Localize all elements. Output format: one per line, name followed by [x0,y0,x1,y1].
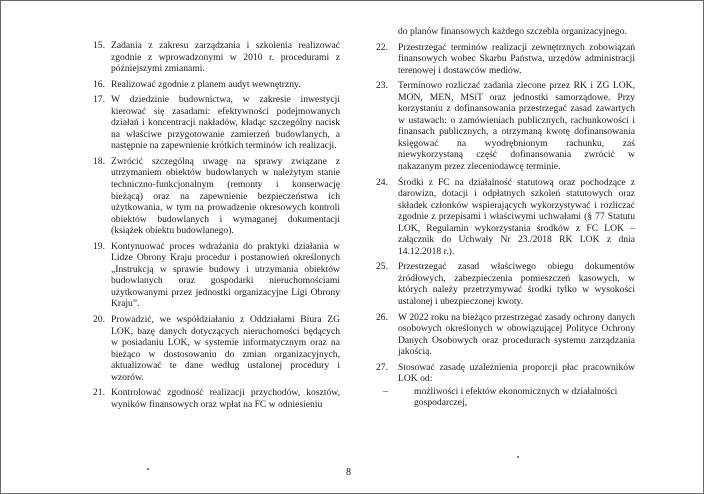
item-number: 26. [376,311,388,323]
item-text: Zadania z zakresu zarządzania i szkolenia realizować zgodnie z wprowadzonymi w 2010 r. procedurami z późniejszymi zmianami. [111,40,340,75]
list-item [376,362,635,385]
list-item [93,40,340,75]
scan-speck [517,456,519,458]
item-number: 27. [376,361,388,373]
list-item [93,156,340,237]
left-column [93,40,340,414]
scan-speck [147,468,149,470]
item-number: 23. [376,80,388,92]
item-text: Środki z FC na działalność statutową oraz pochodzące z darowizn, dotacji i odpłatnych szkoleń statutowych oraz składek członków wspierających wykorzystywać i rozliczać zgodnie z przepisami i właściwymi uchwałami (§ 77 Statutu LOK, Regulamin wykorzystania środków z FC LOK – załącznik do Uchwały Nr 23./2018 RK LOK z dnia 14.12.2018 r.). [398,176,635,257]
item-number: 24. [376,176,388,188]
list-item [93,314,340,383]
page-number: 8 [346,467,351,478]
item-number: 25. [376,261,388,273]
list-item [93,79,340,91]
item-number: 18. [93,155,105,167]
item-text: Zwrócić szczególną uwagę na sprawy związane z utrzymaniem obiektów budowlanych w należytym stanie techniczno-funkcjonalnym (remonty i konserwację bieżącą) oraz na zapewnienie bezpieczeństwa ich użytkowania, w tym na prowadzenie okresowych kontroli obiektów budowlanych i wymaganej dokumentacji (książek obiektu budowlanego). [111,155,340,237]
item-text: W 2022 roku na bieżąco przestrzegać zasady ochrony danych osobowych określonych w obowiązującej Polityce Ochrony Danych Osobowych oraz procedurach systemu zarządzania jakością. [398,311,635,358]
list-item [376,312,635,358]
bullet-item [376,386,635,409]
item-number: 15. [93,40,105,51]
continuation-text: do planów finansowych każdego szczebla organizacyjnego. [398,26,627,37]
list-item [93,387,340,410]
item-text: Kontrolować zgodność realizacji przychodów, kosztów, wyników finansowych oraz wpłat na FC w odniesieniu [111,387,340,410]
item-number: 16. [93,78,105,90]
item-text: Przestrzegać terminów realizacji zewnętrznych zobowiązań finansowych wobec Skarbu Państwa, urzędów administracji terenowej i dostawców mediów. [398,41,635,76]
item-number: 21. [93,387,105,399]
item-text: Terminowo rozliczać zadania zlecone przez RK i ZG LOK, MON, MEN, MSiT oraz jednostki samorządowe. Przy korzystaniu z dofinansowania przestrzegać zasad zawartych w ustawach: o zamówieniach publicznych, rachunkowości i finansach publicznych, a otrzymaną kwotę dofinansowania księgować na wyodrębnionym rachunku, zaś niewykorzystaną część dofinansowania zwrócić w nakazanym przez zleceniodawcę terminie. [398,80,635,173]
list-item [376,261,635,307]
list-item [376,42,635,77]
list-item [93,241,340,310]
item-number: 17. [93,94,105,106]
item-number: 22. [376,41,388,53]
item-text: Przestrzegać zasad właściwego obiegu dokumentów źródłowych, zabezpieczenia pomieszczeń kasowych, w których należy przetrzymywać środki tylko w wysokości ustalonej i ubezpieczonej kwoty. [398,261,635,308]
right-column [376,26,635,409]
item-text: Realizować zgodnie z planem audyt wewnętrzny. [111,78,301,90]
item-number: 20. [93,314,105,326]
item-text: Prowadzić, we współdziałaniu z Oddziałami Biura ZG LOK, bazę danych dotyczących nieruchomości będących w posiadaniu LOK, w systemie informatycznym oraz na bieżąco w dostosowaniu do zmian organizacyjnych, aktualizować te dane według ustalonej procedury i wzorów. [111,314,340,383]
item-text: Stosować zasadę uzależnienia proporcji płac pracowników LOK od: [398,361,635,385]
list-item [376,177,635,258]
list-item [93,94,340,152]
dash-bullet: – [383,385,388,397]
list-item [376,80,635,172]
bullet-text: możliwości i efektów ekonomicznych w działalności gospodarczej, [414,385,618,409]
item-number: 19. [93,240,105,252]
item-text: Kontynuować proces wdrażania do praktyki działania w Lidze Obrony Kraju procedur i postanowień określonych „Instrukcją w sprawie budowy i utrzymania obiektów budowlanych oraz gospodarki nieruchomościami użytkowanymi przez jednostki organizacyjne Ligi Obrony Kraju”. [111,240,340,310]
item-text: W dziedzinie budownictwa, w zakresie inwestycji kierować się zasadami: efektywności podejmowanych działań i koncentracji nakładów, kładąc szczególny nacisk na właściwe przygotowanie zamierzeń budowlanych, a następnie na zapewnienie krótkich terminów ich realizacji. [111,94,340,152]
